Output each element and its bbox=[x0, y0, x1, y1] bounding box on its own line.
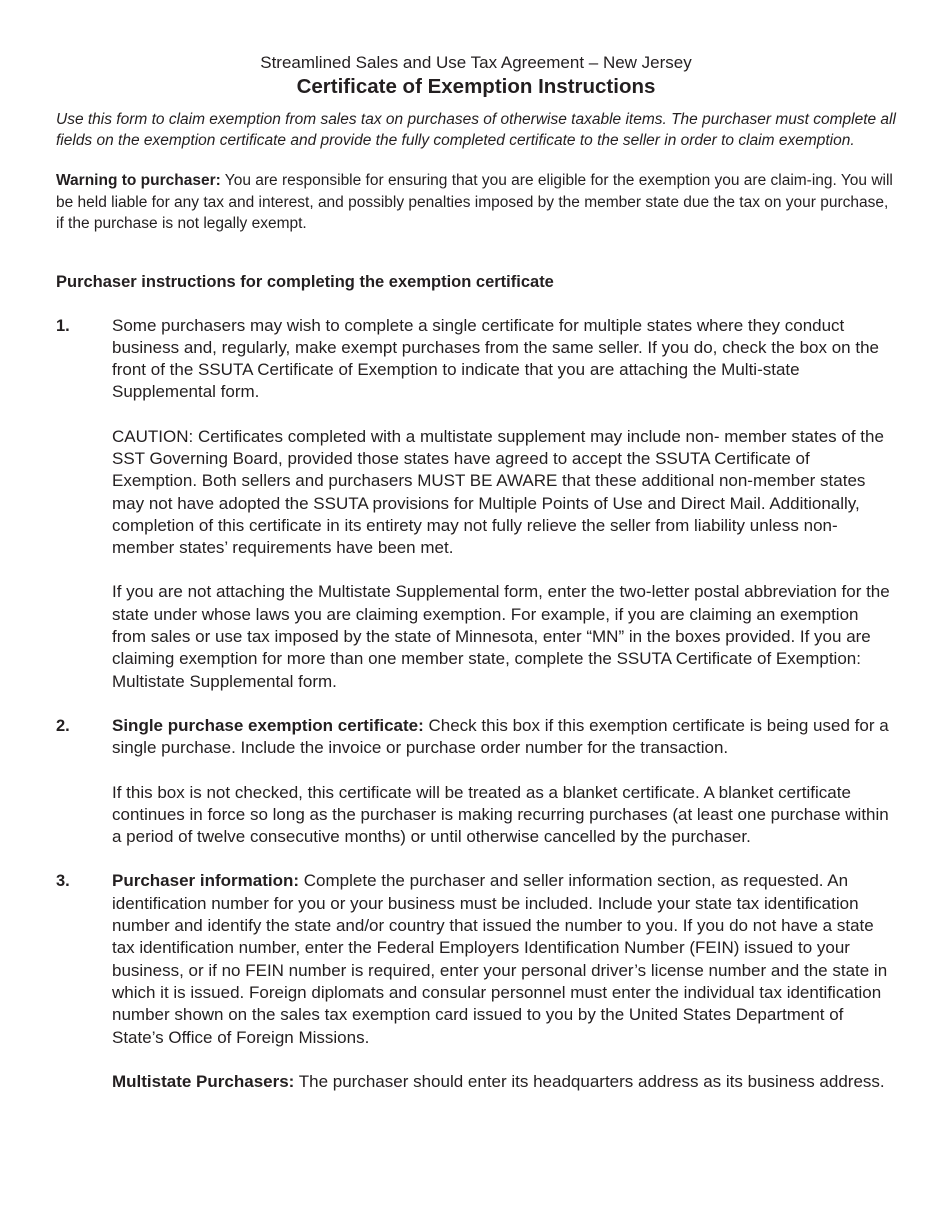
item-3-text: Complete the purchaser and seller information section, as requested. An identification number for you or your business must be included. Include your state tax identification number and identify the state and/or country that issued the number to you. If you do not have a state tax identification number, enter the Federal Employers Identification Number (FEIN) issued to your business, or if no FEIN number is required, enter your personal driver’s license number and the state in which it is issued. Foreign diplomats and consular personnel must enter the individual tax identification number shown on the sales tax exemption card issued to you by the United States Department of State’s Office of Foreign Missions. bbox=[112, 871, 888, 1047]
multistate-text: The purchaser should enter its headquarters address as its business address. bbox=[294, 1071, 885, 1091]
item-3-paragraph-2 bbox=[112, 1071, 896, 1093]
warning-paragraph bbox=[56, 170, 896, 235]
item-2-paragraph-1 bbox=[112, 715, 896, 760]
warning-label: Warning to purchaser: bbox=[56, 172, 221, 189]
instruction-item-1 bbox=[56, 315, 896, 693]
warning-text: You are responsible for ensuring that you are eligible for the exemption you are claim-ing. You will be held liable for any tax and interest, and possibly penalties imposed by the member state due the tax on your purchase, if the purchase is not legally exempt. bbox=[56, 172, 893, 232]
document-subtitle: Streamlined Sales and Use Tax Agreement – New Jersey bbox=[260, 53, 692, 72]
item-1-paragraph-1: Some purchasers may wish to complete a single certificate for multiple states where they conduct business and, regularly, make exempt purchases from the same seller. If you do, check the box on the front of the SSUTA Certificate of Exemption to indicate that you are attaching the Multi-state Supplemental form. bbox=[112, 315, 879, 402]
item-3-paragraph-1 bbox=[112, 870, 896, 1048]
item-2-label: Single purchase exemption certificate: bbox=[112, 715, 424, 735]
item-number: 3. bbox=[56, 872, 70, 891]
instruction-list bbox=[56, 315, 896, 1094]
item-1-paragraph-3: If you are not attaching the Multistate Supplemental form, enter the two-letter postal abbreviation for the state under whose laws you are claiming exemption. For example, if you are claiming an exemption from sales or use tax imposed by the state of Minnesota, enter “MN” in the boxes provided. If you are claiming exemption for more than one member state, complete the SSUTA Certificate of Exemption: Multistate Supplemental form. bbox=[112, 582, 890, 691]
item-3-label: Purchaser information: bbox=[112, 871, 300, 891]
item-2-text: Check this box if this exemption certificate is being used for a single purchase. Include the invoice or purchase order number for the transaction. bbox=[112, 715, 889, 758]
instruction-item-2 bbox=[56, 715, 896, 848]
item-number: 2. bbox=[56, 716, 70, 735]
section-heading: Purchaser instructions for completing the exemption certificate bbox=[56, 272, 554, 291]
item-2-paragraph-2: If this box is not checked, this certificate will be treated as a blanket certificate. A blanket certificate continues in force so long as the purchaser is making recurring purchases (at least one purchase within a period of twelve consecutive months) or until otherwise cancelled by the purchaser. bbox=[112, 782, 889, 847]
intro-paragraph: Use this form to claim exemption from sales tax on purchases of otherwise taxable items. The purchaser must complete all fields on the exemption certificate and provide the fully completed certificate to the seller in order to claim exemption. bbox=[56, 111, 896, 149]
document-title: Certificate of Exemption Instructions bbox=[296, 75, 656, 98]
item-1-caution-paragraph: CAUTION: Certificates completed with a multistate supplement may include non- member states of the SST Governing Board, provided those states have agreed to accept the SSUTA Certificate of Exemption. Both sellers and purchasers MUST BE AWARE that these additional non-member states may not have adopted the SSUTA provisions for Multiple Points of Use and Direct Mail. Additionally, completion of this certificate in its entirety may not fully relieve the seller from liability unless non-member states’ requirements have been met. bbox=[112, 426, 884, 558]
multistate-label: Multistate Purchasers: bbox=[112, 1071, 295, 1091]
document-header bbox=[56, 52, 896, 100]
item-number: 1. bbox=[56, 316, 70, 335]
instruction-item-3 bbox=[56, 870, 896, 1093]
document-page bbox=[56, 52, 896, 1115]
